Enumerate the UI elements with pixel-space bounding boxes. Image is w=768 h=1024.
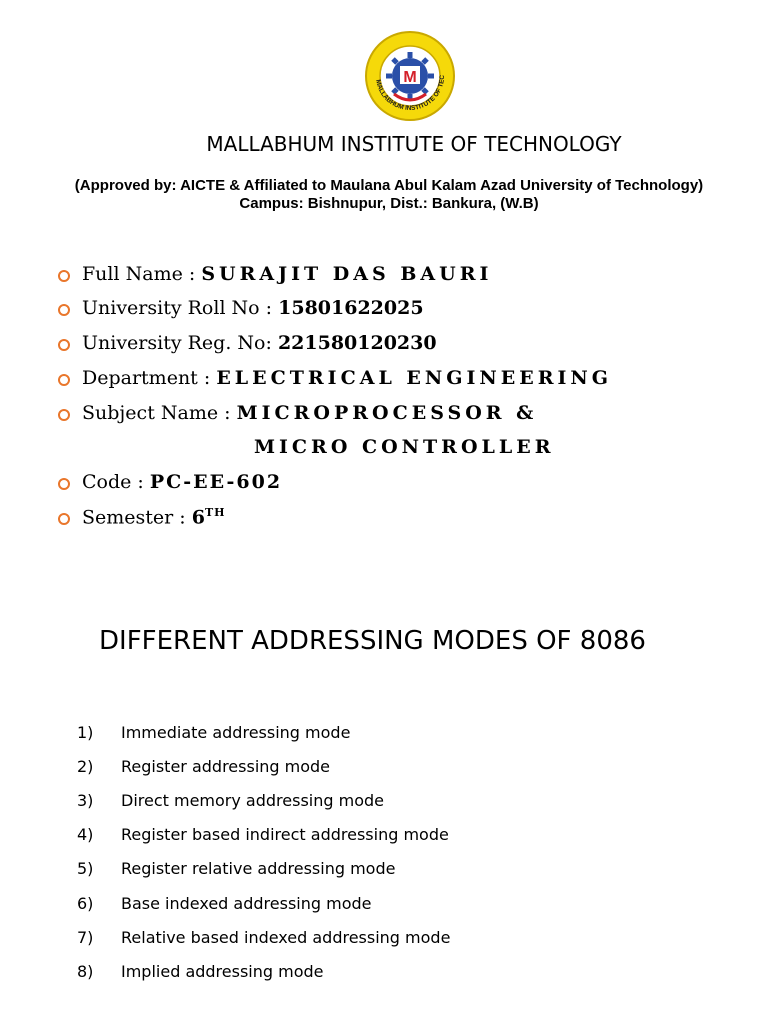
semester-suffix: TH	[204, 506, 226, 519]
list-item-text: Relative based indexed addressing mode	[121, 928, 451, 947]
full-name-value: SURAJIT DAS BAURI	[201, 263, 493, 285]
bullet-icon	[58, 339, 70, 351]
reg-label: University Reg. No:	[82, 332, 272, 354]
approval-block	[0, 177, 768, 213]
semester-label: Semester :	[82, 506, 186, 529]
list-item-text: Base indexed addressing mode	[121, 894, 372, 913]
list-item-text: Implied addressing mode	[121, 962, 324, 981]
subject-label: Subject Name :	[82, 402, 231, 424]
list-item-number: 7)	[77, 928, 94, 947]
institute-name: MALLABHUM INSTITUTE OF TECHNOLOGY	[206, 132, 622, 156]
campus-line: Campus: Bishnupur, Dist.: Bankura, (W.B)	[239, 195, 539, 212]
list-item-number: 8)	[77, 962, 94, 981]
list-item-text: Register addressing mode	[121, 757, 331, 776]
bullet-icon	[58, 478, 70, 490]
list-item-number: 6)	[77, 894, 94, 913]
approval-line: (Approved by: AICTE & Affiliated to Maulana Abul Kalam Azad University of Technology)	[74, 177, 704, 194]
svg-text:MALLABHUM INSTITUTE OF TECHNOL: MALLABHUM INSTITUTE OF TEC	[374, 74, 447, 113]
bullet-icon	[58, 304, 70, 316]
document-title: DIFFERENT ADDRESSING MODES OF 8086	[99, 626, 646, 656]
institute-seal-icon	[364, 30, 456, 122]
semester-value: 6	[191, 506, 205, 529]
code-label: Code :	[82, 471, 144, 493]
bullet-icon	[58, 270, 70, 282]
bullet-icon	[58, 513, 70, 525]
department-value: ELECTRICAL ENGINEERING	[216, 367, 612, 389]
list-item-text: Immediate addressing mode	[121, 723, 351, 742]
list-item-number: 5)	[77, 859, 94, 878]
bullet-icon	[58, 409, 70, 421]
list-item-text: Register relative addressing mode	[121, 859, 396, 878]
full-name-label: Full Name :	[82, 263, 196, 285]
department-label: Department :	[82, 367, 211, 389]
roll-label: University Roll No :	[82, 297, 273, 319]
roll-value: 15801622025	[278, 297, 424, 319]
list-item-number: 2)	[77, 757, 94, 776]
subject-value-line1: MICROPROCESSOR &	[236, 402, 538, 424]
svg-text:M: M	[403, 69, 417, 86]
list-item-text: Register based indirect addressing mode	[121, 825, 449, 844]
reg-value: 221580120230	[277, 332, 437, 354]
institute-logo	[364, 30, 456, 122]
list-item-number: 4)	[77, 825, 94, 844]
subject-value-line2: MICRO CONTROLLER	[254, 436, 555, 458]
list-item-number: 3)	[77, 791, 94, 810]
code-value: PC-EE-602	[149, 471, 283, 493]
list-item-number: 1)	[77, 723, 94, 742]
list-item-text: Direct memory addressing mode	[121, 791, 384, 810]
bullet-icon	[58, 374, 70, 386]
